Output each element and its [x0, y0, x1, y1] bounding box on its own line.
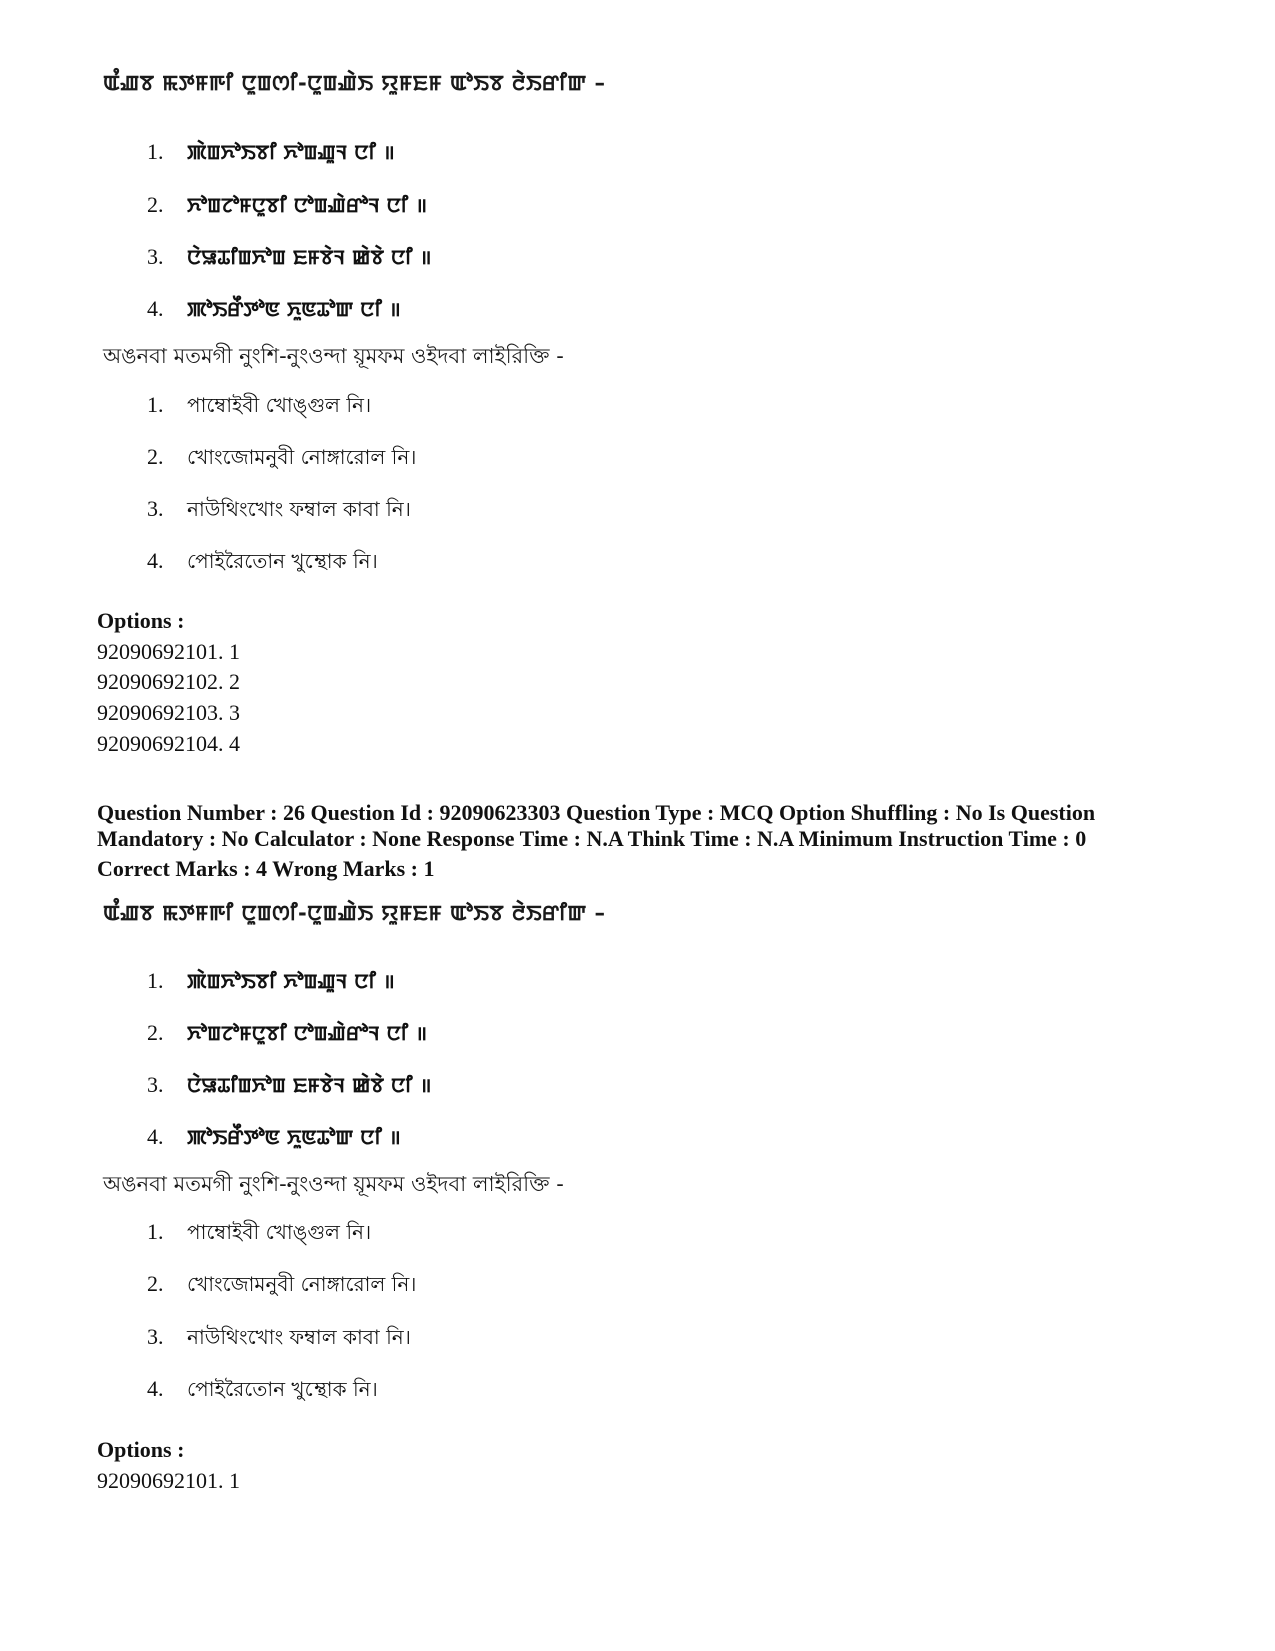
bengali-option-item — [147, 1375, 378, 1408]
question-meta-line: Mandatory : No Calculator : None Response Time : N.A Think Time : N.A Minimum Instruction Time : 0 — [97, 826, 1087, 851]
meetei-option-item — [147, 967, 395, 995]
option-line: 92090692104. 4 — [97, 731, 240, 756]
item-text: খোংজোমনুবী নোঙ্গারোল নি। — [187, 1272, 417, 1296]
meetei-option-item — [147, 1019, 427, 1047]
item-number: 2. — [147, 1020, 164, 1045]
item-number: 3. — [147, 496, 164, 521]
meetei-mayek-heading: ꯑꯪꯉꯕ ꯃꯇꯝꯒꯤ ꯅꯨꯡꯁꯤ-ꯅꯨꯡꯉꯥꯏ ꯌꯨꯝꯐꯝ ꯑꯣꯏꯕ ꯂꯥꯏꯔꯤꯛ – — [103, 71, 606, 95]
bengali-option-item — [147, 1218, 371, 1251]
item-number: 2. — [147, 444, 164, 469]
options-title: Options : — [97, 1437, 185, 1462]
item-text: পোইরৈতোন খুম্থোক নি। — [187, 1377, 378, 1401]
bengali-option-item — [147, 1270, 416, 1303]
item-text: পাম্বোইবী খোঙ্গুল নি। — [187, 1220, 372, 1244]
item-text: ꯈꯣꯡꯖꯣꯝꯅꯨꯕꯤ ꯅꯣꯡꯉꯥꯔꯣꯜ ꯅꯤ ॥ — [187, 1021, 428, 1045]
meetei-option-item — [147, 138, 395, 166]
item-number: 4. — [147, 1376, 164, 1401]
meetei-mayek-heading: ꯑꯪꯉꯕ ꯃꯇꯝꯒꯤ ꯅꯨꯡꯁꯤ-ꯅꯨꯡꯉꯥꯏ ꯌꯨꯝꯐꯝ ꯑꯣꯏꯕ ꯂꯥꯏꯔꯤꯛ – — [103, 901, 606, 925]
bengali-option-item — [147, 443, 416, 476]
option-line: 92090692101. 1 — [97, 639, 240, 664]
item-number: 1. — [147, 392, 164, 417]
options-title: Options : — [97, 608, 185, 633]
item-number: 3. — [147, 244, 164, 269]
item-text: খোংজোমনুবী নোঙ্গারোল নি। — [187, 445, 417, 469]
bengali-heading: অঙনবা মতমগী নুংশি-নুংওন্দা য়ূমফম ওইদবা লাইরিক্তি - — [103, 344, 564, 368]
option-line: 92090692102. 2 — [97, 669, 240, 694]
question-meta-line: Question Number : 26 Question Id : 92090623303 Question Type : MCQ Option Shuffling : No Is Question — [97, 800, 1096, 825]
item-number: 1. — [147, 1219, 164, 1244]
item-number: 4. — [147, 1124, 164, 1149]
bengali-option-item — [147, 391, 371, 424]
item-text: পোইরৈতোন খুম্থোক নি। — [187, 549, 378, 573]
item-number: 2. — [147, 192, 164, 217]
meetei-option-item — [147, 243, 431, 271]
item-number: 3. — [147, 1072, 164, 1097]
meetei-option-item — [147, 1071, 431, 1099]
bengali-heading: অঙনবা মতমগী নুংশি-নুংওন্দা য়ূমফম ওইদবা লাইরিক্তি - — [103, 1172, 564, 1196]
option-line: 92090692103. 3 — [97, 700, 240, 725]
question-meta-line: Correct Marks : 4 Wrong Marks : 1 — [97, 856, 435, 881]
item-text: নাউথিংখোং ফম্বাল কাবা নি। — [187, 1325, 411, 1349]
item-number: 1. — [147, 968, 164, 993]
item-text: নাউথিংখোং ফম্বাল কাবা নি। — [187, 497, 411, 521]
item-number: 4. — [147, 296, 164, 321]
option-line: 92090692101. 1 — [97, 1468, 240, 1493]
item-number: 4. — [147, 548, 164, 573]
item-text: ꯄꯥꯡꯈꯣꯏꯕꯤ ꯈꯣꯡꯉꯨꯜ ꯅꯤ ॥ — [187, 969, 395, 993]
meetei-option-item — [147, 191, 427, 219]
bengali-option-item — [147, 495, 411, 528]
item-text: ꯈꯣꯡꯖꯣꯝꯅꯨꯕꯤ ꯅꯣꯡꯉꯥꯔꯣꯜ ꯅꯤ ॥ — [187, 193, 428, 217]
meetei-option-item — [147, 295, 401, 323]
item-text: ꯅꯥꯎꯊꯤꯡꯈꯣꯡ ꯐꯝꯕꯥꯜ ꯀꯥꯕꯥ ꯅꯤ ॥ — [187, 1073, 432, 1097]
item-text: ꯄꯣꯏꯔꯩꯇꯣꯟ ꯈꯨꯟꯊꯣꯛ ꯅꯤ ॥ — [187, 1125, 401, 1149]
bengali-option-item — [147, 547, 378, 580]
bengali-option-item — [147, 1323, 411, 1356]
item-text: ꯅꯥꯎꯊꯤꯡꯈꯣꯡ ꯐꯝꯕꯥꯜ ꯀꯥꯕꯥ ꯅꯤ ॥ — [187, 245, 432, 269]
item-text: ꯄꯣꯏꯔꯩꯇꯣꯟ ꯈꯨꯟꯊꯣꯛ ꯅꯤ ॥ — [187, 297, 401, 321]
item-text: ꯄꯥꯡꯈꯣꯏꯕꯤ ꯈꯣꯡꯉꯨꯜ ꯅꯤ ॥ — [187, 140, 395, 164]
item-text: পাম্বোইবী খোঙ্গুল নি। — [187, 393, 372, 417]
meetei-option-item — [147, 1123, 401, 1151]
item-number: 2. — [147, 1271, 164, 1296]
item-number: 3. — [147, 1324, 164, 1349]
item-number: 1. — [147, 139, 164, 164]
